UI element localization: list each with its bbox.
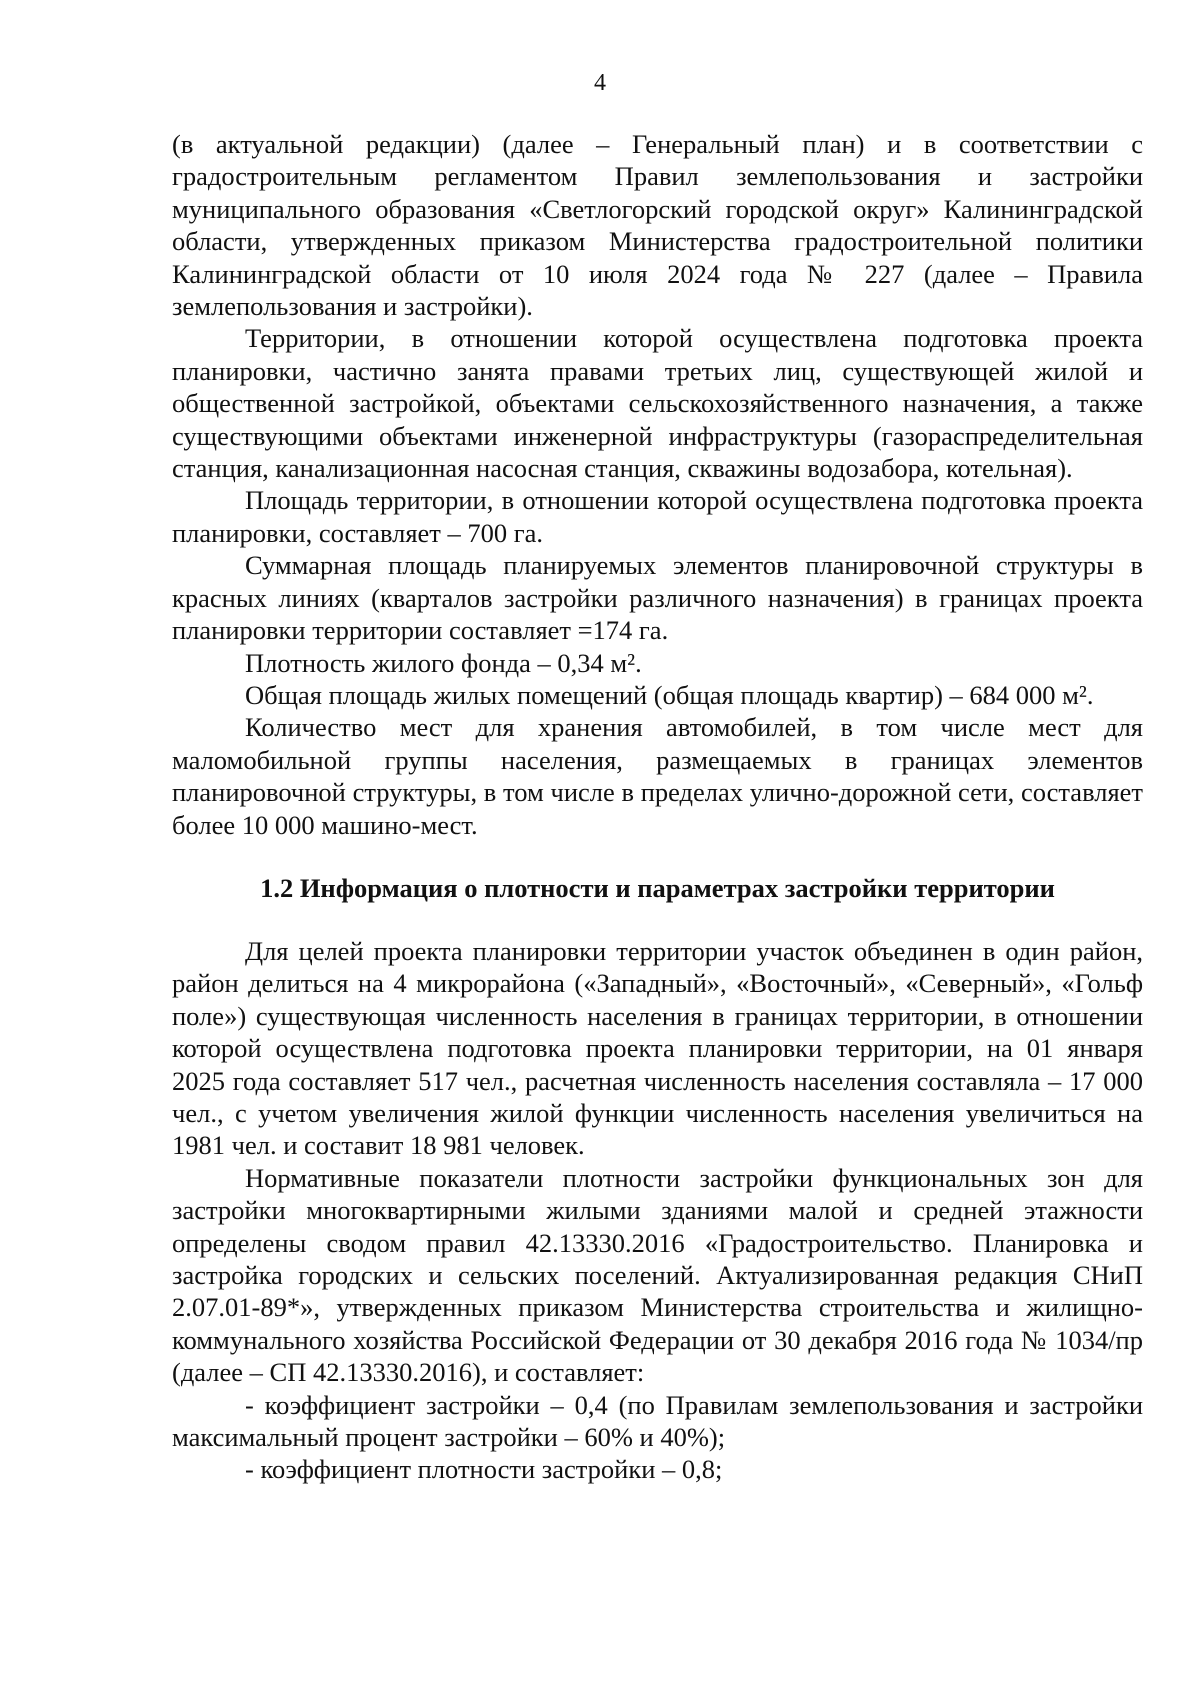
paragraph-general-plan-reference: (в актуальной редакции) (далее – Генеральный план) и в соответствии с градостроительным регламентом Правил землепользования и застройки муниципального образования «Светлогорский городской округ» Калининградской области, утвержденных приказом Министерства градостроительной политики Калининградской области от 10 июля 2024 года № 227 (далее – Правила землепользования и застройки).: [172, 129, 1143, 322]
paragraph-residential-floor-area: Общая площадь жилых помещений (общая площадь квартир) – 684 000 м².: [245, 679, 1094, 710]
page-number: 4: [594, 70, 606, 96]
paragraph-population: Для целей проекта планировки территории участок объединен в один район, район делиться на 4 микрорайона («Западный», «Восточный», «Северный», «Гольф поле») существующая численность населения в границах территории, в отношении которой осуществлена подготовка проекта планировки территории, на 01 января 2025 года составляет 517 чел., расчетная численность населения составляла – 17 000 чел., с учетом увеличения жилой функции численность населения увеличиться на 1981 чел. и составит 18 981 человек.: [172, 935, 1143, 1161]
paragraph-territory-occupancy: Территории, в отношении которой осуществлена подготовка проекта планировки, частично занята правами третьих лиц, существующей жилой и общественной застройкой, объектами сельскохозяйственного назначения, а также существующими объектами инженерной инфраструктуры (газораспределительная станция, канализационная насосная станция, скважины водозабора, котельная).: [172, 323, 1143, 484]
paragraph-parking-spaces: Количество мест для хранения автомобилей, в том числе мест для маломобильной группы населения, размещаемых в границах элементов планировочной структуры, в том числе в пределах улично-дорожной сети, составляет более 10 000 машино-мест.: [172, 712, 1143, 840]
paragraph-housing-density: Плотность жилого фонда – 0,34 м².: [245, 647, 642, 678]
section-heading: 1.2 Информация о плотности и параметрах застройки территории: [260, 872, 1055, 903]
document-body: [172, 128, 1143, 1486]
list-item-density-coefficient: - коэффициент плотности застройки – 0,8;: [245, 1454, 723, 1485]
list-item-building-coefficient: - коэффициент застройки – 0,4 (по Правилам землепользования и застройки максимальный процент застройки – 60% и 40%);: [172, 1389, 1143, 1453]
paragraph-total-planned-area: Суммарная площадь планируемых элементов планировочной структуры в красных линиях (кварталов застройки различного назначения) в границах проекта планировки территории составляет =174 га.: [172, 550, 1143, 646]
paragraph-density-norms: Нормативные показатели плотности застройки функциональных зон для застройки многоквартирными жилыми зданиями малой и средней этажности определены сводом правил 42.13330.2016 «Градостроительство. Планировка и застройка городских и сельских поселений. Актуализированная редакция СНиП 2.07.01-89*», утвержденных приказом Министерства строительства и жилищно-коммунального хозяйства Российской Федерации от 30 декабря 2016 года № 1034/пр (далее – СП 42.13330.2016), и составляет:: [172, 1162, 1143, 1388]
paragraph-territory-area: Площадь территории, в отношении которой осуществлена подготовка проекта планировки, составляет – 700 га.: [172, 485, 1143, 548]
